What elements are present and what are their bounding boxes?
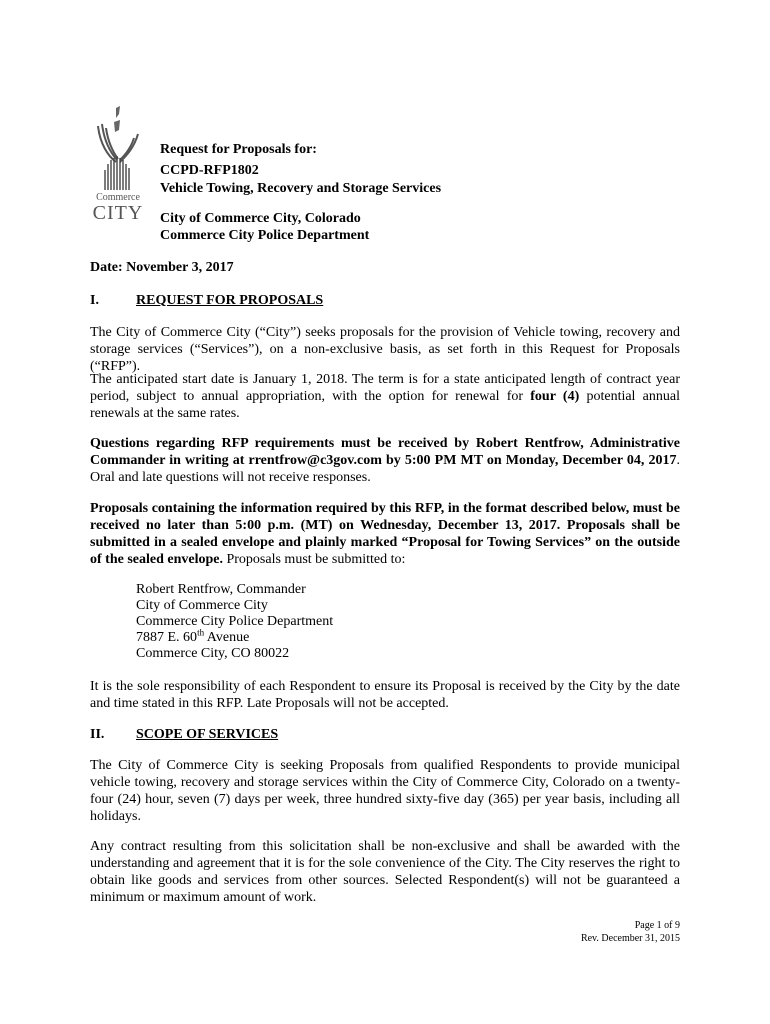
section-2-paragraph-1: The City of Commerce City is seeking Proposals from qualified Respondents to provide municipal vehicle towing, recovery and storage services within the City of Commerce City, Colorado on a twenty-four (24) hour, seven (7) days per week, three hundred sixty-five day (365) per year basis, including all holidays. xyxy=(90,758,680,824)
logo-text-city: CITY xyxy=(92,202,144,224)
section-1-paragraph-2 xyxy=(90,371,680,422)
page-number: Page 1 of 9 xyxy=(634,920,680,931)
commerce-city-logo xyxy=(90,104,146,234)
section-1-paragraph-1: The City of Commerce City (“City”) seeks proposals for the provision of Vehicle towing, recovery and storage services (“Services”), on a non-exclusive basis, as set forth in this Request for Proposals (“RFP”). xyxy=(90,325,680,374)
section-1-title: REQUEST FOR PROPOSALS xyxy=(136,293,324,308)
questions-note: . Oral and late questions will not receive responses. xyxy=(90,453,680,485)
questions-deadline: Questions regarding RFP requirements must be received by Robert Rentfrow, Administrative Commander in writing at rrentfrow@c3gov.com by 5:00 PM MT on Monday, December 04, 2017 xyxy=(90,436,680,468)
street-name: Avenue xyxy=(204,630,250,645)
street-ordinal: th xyxy=(197,627,205,638)
section-1-paragraph-3 xyxy=(90,435,680,486)
revision-date: Rev. December 31, 2015 xyxy=(580,933,680,944)
section-1-paragraph-4 xyxy=(90,500,680,568)
section-2-paragraph-2: Any contract resulting from this solicitation shall be non-exclusive and shall be awarded with the understanding and agreement that it is for the sole convenience of the City. The City reserves the right to obtain like goods and services from other sources. Selected Respondent(s) will not be guaranteed a minimum or maximum amount of work. xyxy=(90,839,680,905)
proposal-deadline: Proposals containing the information required by this RFP, in the format described below, must be received no later than 5:00 p.m. (MT) on Wednesday, December 13, 2017. Proposals shall be submitted in a sealed envelope and plainly marked “Proposal for Towing Services” on the outside of the sealed envelope. xyxy=(90,501,680,567)
address-line-city: City of Commerce City xyxy=(136,598,268,613)
issuing-department: Commerce City Police Department xyxy=(160,228,370,243)
address-line-street xyxy=(136,629,249,646)
p2-renewal-count: four (4) xyxy=(530,389,580,404)
proposal-submit-to: Proposals must be submitted to: xyxy=(222,552,406,567)
rfp-number: CCPD-RFP1802 xyxy=(160,163,259,178)
rfp-for-heading: Request for Proposals for: xyxy=(160,142,317,157)
rfp-title: Vehicle Towing, Recovery and Storage Services xyxy=(160,181,442,196)
section-2-number: II. xyxy=(90,727,105,742)
address-line-zip: Commerce City, CO 80022 xyxy=(136,646,290,661)
street-number: 7887 E. 60 xyxy=(136,630,198,645)
document-date: Date: November 3, 2017 xyxy=(90,260,234,275)
p2-text-c: potential annual renewals at the same rates. xyxy=(90,389,680,421)
section-2-title: SCOPE OF SERVICES xyxy=(136,727,279,742)
issuing-city: City of Commerce City, Colorado xyxy=(160,211,361,226)
logo-text-commerce: Commerce xyxy=(96,192,140,203)
address-line-department: Commerce City Police Department xyxy=(136,614,334,629)
address-line-name: Robert Rentfrow, Commander xyxy=(136,582,306,597)
p2-text-a: The anticipated start date is January 1, 2018. The term is for a state anticipated length of contract year period, subject to annual appropriation, with the option for renewal for xyxy=(90,372,680,404)
section-1-number: I. xyxy=(90,293,99,308)
commerce-city-tree-logo-icon xyxy=(90,104,146,194)
section-1-paragraph-5: It is the sole responsibility of each Respondent to ensure its Proposal is received by the City by the date and time stated in this RFP. Late Proposals will not be accepted. xyxy=(90,679,680,711)
